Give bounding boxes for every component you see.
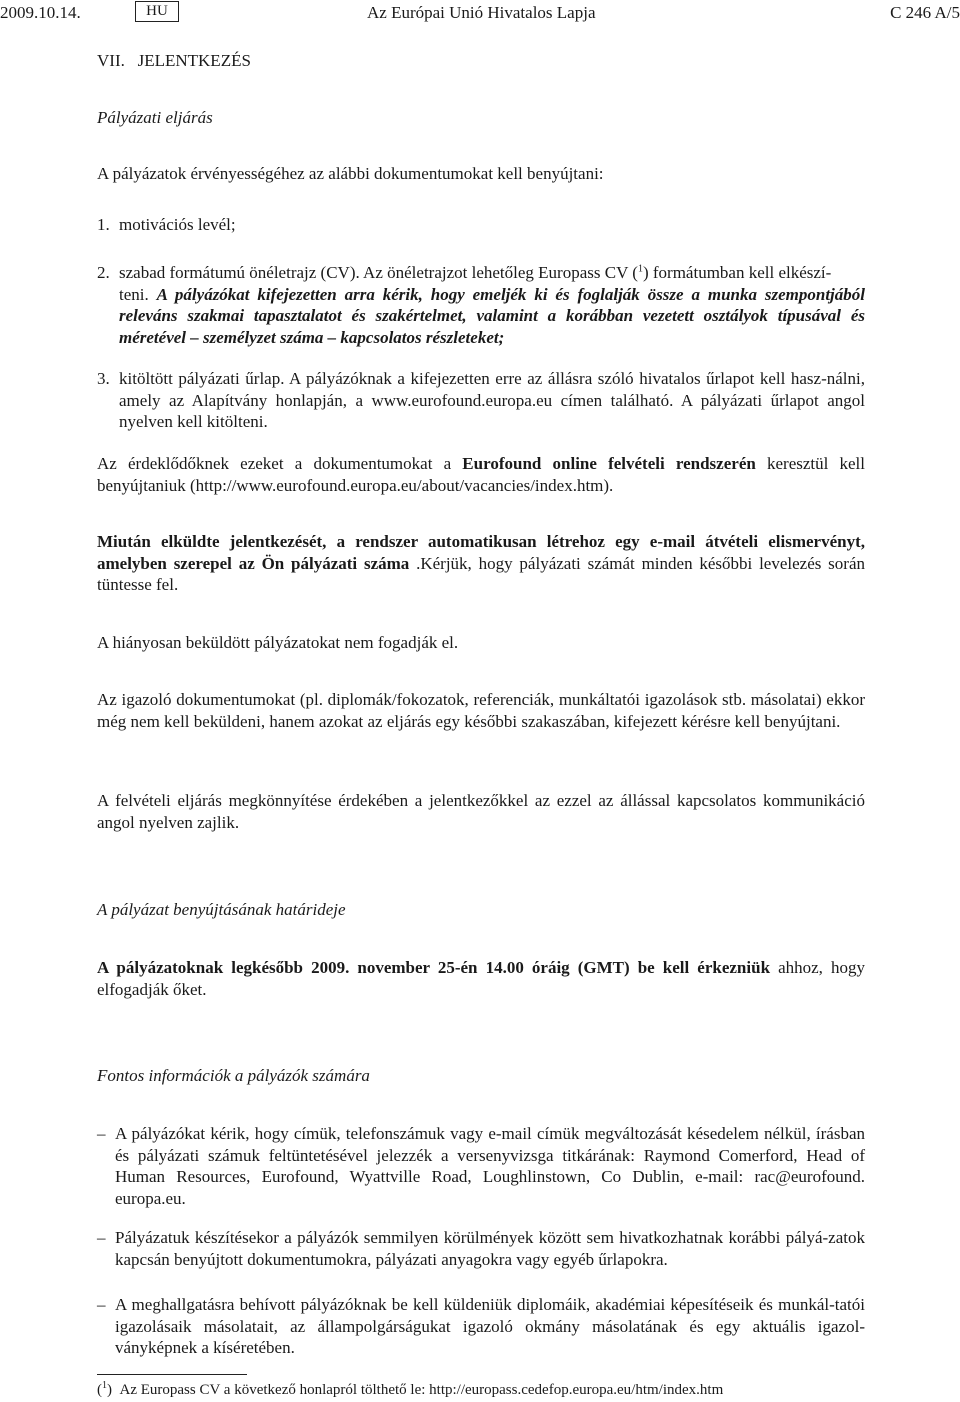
item-number: 2.	[97, 263, 110, 282]
item-text	[119, 262, 865, 348]
section-heading-text: VII. JELENTKEZÉS	[97, 51, 251, 70]
paragraph-supporting-docs: Az igazoló dokumentumokat (pl. diplomák/fokozatok, referenciák, munkáltatói igazolások stb. másolatai) ekkor még nem kell beküldeni, hanem azokat az eljárás egy későbbi szakaszában, kifejezett kérésre kell benyújtani.	[97, 690, 865, 731]
text-run: keresztül kell benyújtaniuk (http://www.eurofound.europa.eu/about/vacancies/index.htm).	[97, 454, 866, 495]
item-text-part: szabad formátumú önéletrajz (CV). Az önéletrajzot lehetőleg Europass CV (	[119, 263, 638, 282]
footnote-divider	[97, 1374, 247, 1375]
header-date: 2009.10.14.	[0, 3, 81, 22]
paragraph-confirmation	[97, 531, 865, 596]
item-emphasis: A pályázókat kifejezetten arra kérik, hogy emeljék ki és foglalják össze a munka szempontjából releváns szakmai tapasztalatot és szakértelmet, valamint a korábban vezetett osztályok típusával és méretével – személyzet száma – kapcsolatos részleteket;	[119, 284, 865, 347]
language-badge: HU	[135, 1, 179, 22]
procedure-heading: Pályázati eljárás	[97, 108, 213, 127]
dash-bullet: –	[97, 1124, 106, 1143]
item-number: 1.	[97, 215, 110, 234]
list-item: Pályázatuk készítésekor a pályázók semmilyen körülmények között sem hivatkozhatnak korábbi pályá-zatok kapcsán benyújtott dokumentumokra, pályázati anyagokra vagy egyéb űrlapokra.	[115, 1228, 865, 1269]
paragraph-incomplete: A hiányosan beküldött pályázatokat nem fogadják el.	[97, 633, 459, 652]
section-heading	[97, 50, 251, 72]
page-number: C 246 A/5	[890, 3, 960, 22]
item-text: motivációs levél;	[119, 215, 236, 234]
deadline-heading: A pályázat benyújtásának határideje	[97, 900, 346, 919]
text-run: ahhoz, hogy elfogadják őket.	[97, 958, 866, 999]
list-item: A pályázókat kérik, hogy címük, telefonszámuk vagy e-mail címük megváltozását késedelem nélkül, írásban és pályázati számuk feltüntetésével jelezzék a versenyvizsga titkárának: Raymond Comerford, Head of Human Resources, Eurofound, Wyattville Road, Loughlinstown, Co Dublin, e-mail: rac@eurofound. europa.eu.	[115, 1124, 865, 1208]
dash-bullet: –	[97, 1228, 106, 1247]
footnote-reference[interactable]: 1	[637, 263, 643, 275]
text-run: .Kérjük, hogy pályázati számát minden későbbi levelezés során tüntesse fel.	[97, 553, 865, 594]
footnote-mark: 1	[102, 1380, 107, 1391]
info-heading: Fontos információk a pályázók számára	[97, 1066, 370, 1085]
text-emphasis: Miután elküldte jelentkezését, a rendszer automatikusan létrehoz egy e-mail átvételi elismervényt, amelyben szerepel az Ön pályázati száma	[97, 532, 865, 573]
text-emphasis: A pályázatoknak legkésőbb 2009. november 25-én 14.00 óráig (GMT) be kell érkezniük	[97, 958, 771, 977]
text-run: Az érdeklődőknek ezeket a dokumentumokat a	[97, 454, 463, 473]
paragraph-online-system	[97, 453, 865, 496]
paragraph-language: A felvételi eljárás megkönnyítése érdekében a jelentkezőkkel az ezzel az állással kapcsolatos kommunikáció angol nyelven zajlik.	[97, 791, 865, 832]
dash-bullet: –	[97, 1295, 106, 1314]
list-item: A meghallgatásra behívott pályázóknak be kell küldeniük diplomáik, akadémiai képesítéseik és munkál-tatói igazolásaik másolatait, az állampolgárságukat igazoló okmány másolatának és egy aktuális igazol-ványképnek a kíséretében.	[115, 1295, 865, 1357]
item-text-part: ) formátumban kell elkészí-	[642, 263, 832, 282]
deadline-paragraph	[97, 957, 865, 1000]
footnote: ($^1$) Az Europass CV a következő honlapról tölthető le: http://europass.cedefop.europa.eu/htm/index.htm	[97, 1380, 724, 1398]
item-number: 3.	[97, 369, 110, 388]
item-text-part: teni.	[119, 284, 157, 304]
item-text: kitöltött pályázati űrlap. A pályázóknak a kifejezetten erre az állásra szóló hivatalos űrlapot kell hasz-nálni, amely az Alapítvány honlapján, a www.eurofound.europa.eu címen található. A pályázati űrlapot angol nyelven kell kitölteni.	[119, 369, 865, 431]
text-emphasis: Eurofound online felvételi rendszerén	[462, 454, 756, 473]
footnote-text: Az Europass CV a következő honlapról tölthető le: http://europass.cedefop.europa.eu/htm/index.htm	[119, 1382, 724, 1398]
journal-title: Az Európai Unió Hivatalos Lapja	[367, 3, 596, 22]
intro-paragraph: A pályázatok érvényességéhez az alábbi dokumentumokat kell benyújtani:	[97, 164, 604, 183]
